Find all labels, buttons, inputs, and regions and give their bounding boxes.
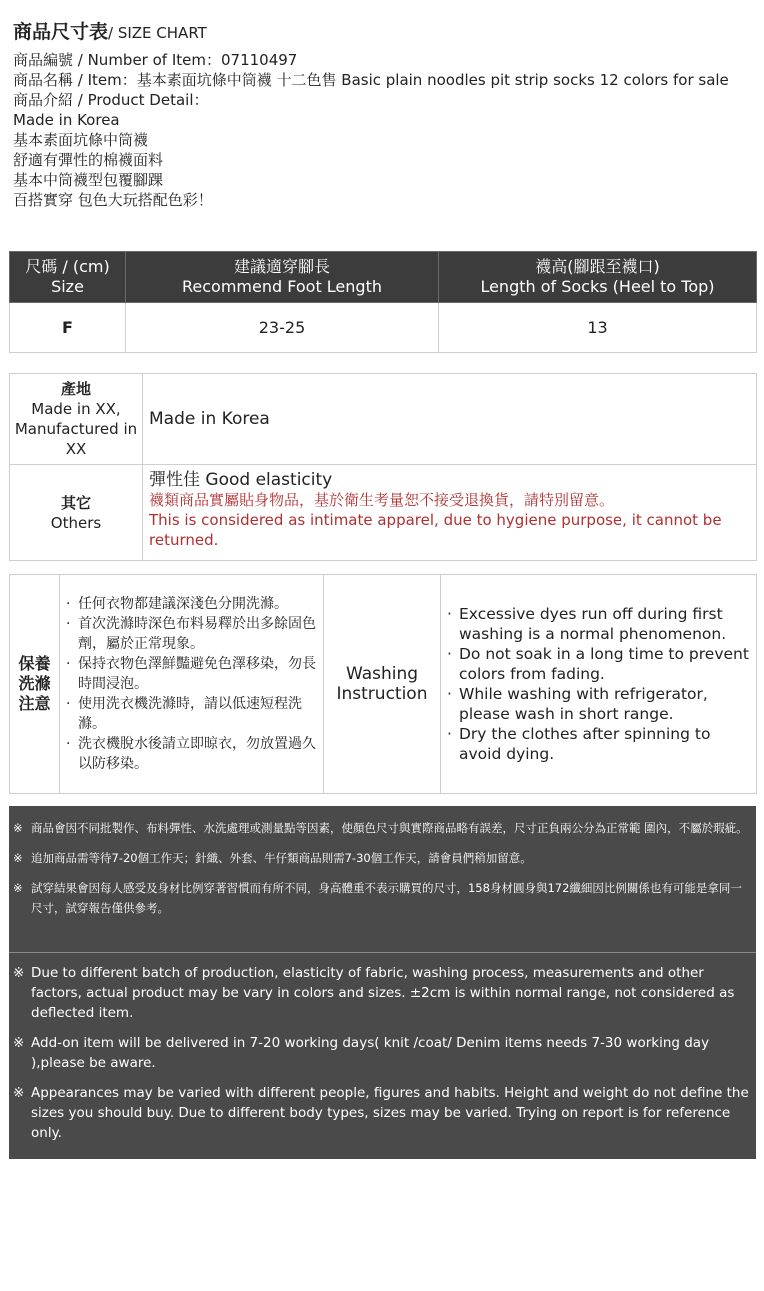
others-label-en: Others xyxy=(50,513,102,532)
note-marker-icon: ※ xyxy=(13,1085,25,1101)
note-item xyxy=(13,1033,753,1073)
list-item: · Excessive dyes run off during first washing is a normal phenomenon. xyxy=(445,604,752,644)
note-marker-icon: ※ xyxy=(13,821,23,835)
sock-length-header-en: Length of Socks (Heel to Top) xyxy=(480,277,715,296)
note-text: Add-on item will be delivered in 7-20 working days( knit /coat/ Denim items needs 7-30 working day ),please be aware. xyxy=(31,1035,710,1071)
origin-value: Made in Korea xyxy=(143,374,757,465)
detail-line: 舒適有彈性的棉襪面料 xyxy=(13,151,164,169)
title-en: / SIZE CHART xyxy=(108,24,207,42)
page-title xyxy=(13,19,207,46)
detail-line: Made in Korea xyxy=(13,111,120,129)
list-item: · Dry the clothes after spinning to avoid dying. xyxy=(445,724,752,764)
foot-length-header xyxy=(126,252,439,303)
sock-length-header-zh: 襪高(腳跟至襪口) xyxy=(535,257,660,276)
product-info xyxy=(13,50,733,210)
others-label-zh: 其它 xyxy=(60,493,91,512)
title-zh: 商品尺寸表 xyxy=(13,21,109,43)
washing-label-en: Washing Instruction xyxy=(324,575,441,794)
size-table xyxy=(9,251,757,353)
notes-panel xyxy=(9,806,756,1159)
size-cell: F xyxy=(10,303,126,353)
size-header-zh: 尺碼 / (cm) xyxy=(25,257,110,276)
list-item: · 首次洗滌時深色布料易釋於出多餘固色劑，屬於正常現象。 xyxy=(64,614,317,654)
others-value xyxy=(143,465,757,561)
detail-line: 百搭實穿 包色大玩搭配色彩！ xyxy=(13,191,213,209)
note-item xyxy=(13,818,753,838)
washing-table xyxy=(9,574,757,794)
note-text: 追加商品需等待7-20個工作天；針織、外套、牛仔類商品則需7-30個工作天，請會員們稍加留意。 xyxy=(31,851,532,865)
foot-length-header-zh: 建議適穿腳長 xyxy=(233,257,330,276)
list-item: · While washing with refrigerator, please wash in short range. xyxy=(445,684,752,724)
sock-length-cell: 13 xyxy=(439,303,757,353)
note-item xyxy=(13,848,753,868)
list-item: · Do not soak in a long time to prevent colors from fading. xyxy=(445,644,752,684)
washing-label-zh xyxy=(10,575,60,794)
note-item xyxy=(13,1083,753,1143)
detail-line: 基本素面坑條中筒襪 xyxy=(13,131,149,149)
origin-table xyxy=(9,373,757,561)
washing-list-en xyxy=(441,575,757,794)
others-label xyxy=(10,465,143,561)
foot-length-header-en: Recommend Foot Length xyxy=(182,277,382,296)
table-row xyxy=(10,303,757,353)
elasticity-note: 彈性佳 Good elasticity xyxy=(149,470,333,490)
note-marker-icon: ※ xyxy=(13,1035,25,1051)
list-item: · 使用洗衣機洗滌時，請以低速短程洗滌。 xyxy=(64,694,317,734)
washing-label-zh-text: 保養洗滌注意 xyxy=(18,654,51,713)
size-header-en: Size xyxy=(51,277,84,296)
origin-label xyxy=(10,374,143,465)
return-warning-en: This is considered as intimate apparel, due to hygiene purpose, it cannot be returned. xyxy=(149,511,722,549)
detail-line: 基本中筒襪型包覆腳踝 xyxy=(13,171,164,189)
origin-label-en: Made in XX, Manufactured in XX xyxy=(14,400,138,458)
detail-label: 商品介紹 / Product Detail： xyxy=(13,91,209,109)
note-text: 試穿結果會因每人感受及身材比例穿著習慣而有所不同，身高體重不表示購買的尺寸，158身材圓身與172纖細因比例關係也有可能是拿同一尺寸，試穿報告僅供參考。 xyxy=(31,881,742,915)
size-header xyxy=(10,252,126,303)
list-item: · 任何衣物都建議深淺色分開洗滌。 xyxy=(64,594,317,614)
list-item: · 保持衣物色澤鮮豔避免色澤移染，勿長時間浸泡。 xyxy=(64,654,317,694)
sock-length-header xyxy=(439,252,757,303)
note-item xyxy=(13,963,753,1023)
origin-label-zh: 產地 xyxy=(60,380,91,398)
note-marker-icon: ※ xyxy=(13,965,25,981)
notes-en xyxy=(9,953,756,1143)
note-item xyxy=(13,878,753,918)
list-item: · 洗衣機脫水後請立即晾衣，勿放置過久以防移染。 xyxy=(64,734,317,774)
item-name: 商品名稱 / Item：基本素面坑條中筒襪 十二色售 Basic plain noodles pit strip socks 12 colors for sale xyxy=(13,71,729,89)
note-marker-icon: ※ xyxy=(13,881,23,895)
note-marker-icon: ※ xyxy=(13,851,23,865)
return-warning-zh: 襪類商品實屬貼身物品，基於衛生考量恕不接受退換貨，請特別留意。 xyxy=(149,491,615,509)
item-number: 商品編號 / Number of Item：07110497 xyxy=(13,51,298,69)
note-text: Due to different batch of production, elasticity of fabric, washing process, measurements and other factors, actual product may be vary in colors and sizes. ±2cm is within normal range, not considered as deflected item. xyxy=(31,965,735,1021)
notes-zh xyxy=(9,806,756,952)
note-text: 商品會因不同批製作、布料彈性、水洗處理或測量點等因素，使顏色尺寸與實際商品略有誤差，尺寸正負兩公分為正常範 圍內，不屬於瑕疵。 xyxy=(31,821,748,835)
washing-list-zh xyxy=(60,575,324,794)
note-text: Appearances may be varied with different people, figures and habits. Height and weight do not define the sizes you should buy. Due to different body types, sizes may be varied. Trying on report is for reference only. xyxy=(31,1085,749,1141)
foot-length-cell: 23-25 xyxy=(126,303,439,353)
